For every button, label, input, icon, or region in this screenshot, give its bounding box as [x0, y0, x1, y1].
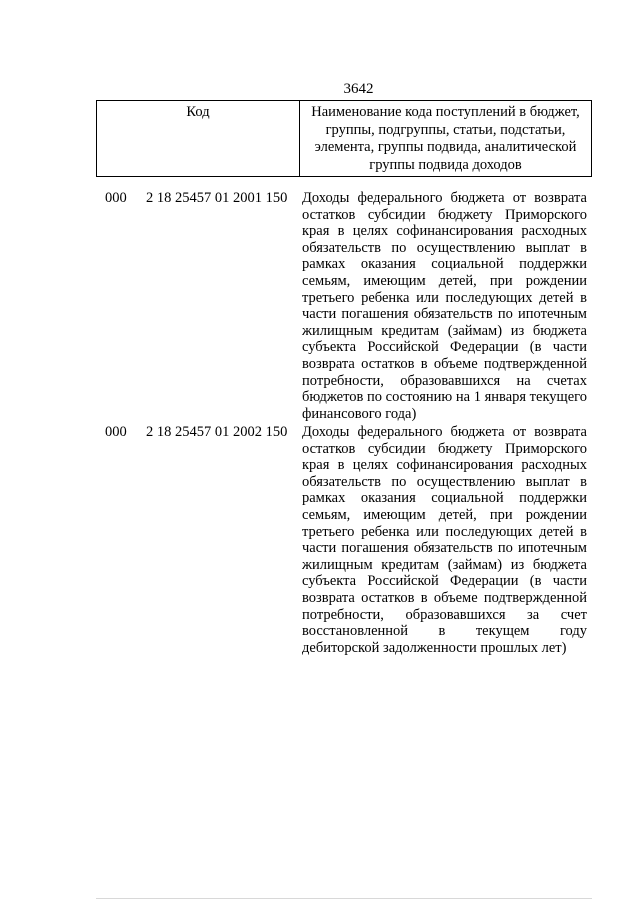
admin-code: 000 — [105, 190, 127, 206]
page-number: 3642 — [343, 81, 374, 97]
income-description: Доходы федерального бюджета от возврата остатков субсидии бюджету Приморского края в целях софинансирования расходных обязательств по осуществлению выплат в рамках оказания социальной поддержки семьям, имеющим детей, при рождении третьего ребенка или последующих детей в части погашения обязательств по ипотечным жилищным кредитам (займам) из бюджета субъекта Российской Федерации (в части возврата остатков в объеме подтвержденной потребности, образовавшихся за счет восстановленной в текущем году дебиторской задолженности прошлых лет) — [302, 424, 587, 656]
income-description: Доходы федерального бюджета от возврата остатков субсидии бюджету Приморского края в целях софинансирования расходных обязательств по осуществлению выплат в рамках оказания социальной поддержки семьям, имеющим детей, при рождении третьего ребенка или последующих детей в части погашения обязательств по ипотечным жилищным кредитам (займам) из бюджета субъекта Российской Федерации (в части возврата остатков в объеме подтвержденной потребности, образовавшихся на счетах бюджетов по состоянию на 1 января текущего финансового года) — [302, 190, 587, 422]
page-bottom-rule — [96, 898, 592, 899]
table-header-row — [97, 101, 592, 177]
table-header — [96, 100, 592, 177]
column-header-name: Наименование кода поступлений в бюджет, группы, подгруппы, статьи, подстатьи, элемента, группы подвида, аналитической группы подвида доходов — [300, 101, 592, 177]
income-code: 2 18 25457 01 2002 150 — [146, 424, 288, 440]
admin-code: 000 — [105, 424, 127, 440]
income-code: 2 18 25457 01 2001 150 — [146, 190, 288, 206]
column-header-code: Код — [97, 101, 300, 177]
